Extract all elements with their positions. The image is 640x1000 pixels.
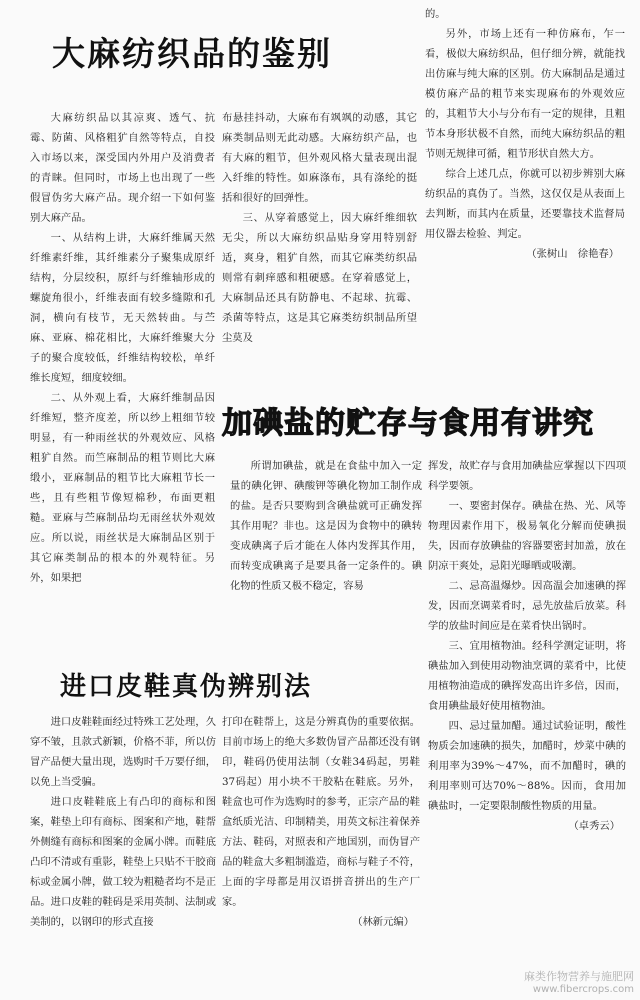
article3-column-2	[222, 712, 420, 980]
watermark-url: www.fibercrops.com	[532, 984, 634, 995]
article3-column-1	[30, 712, 216, 980]
paragraph: 挥发，故贮存与食用加碘盐应掌握以下四项科学要领。	[428, 460, 626, 492]
article1-column-3	[425, 4, 625, 344]
paragraph: 布悬挂抖动，大麻布有飒飒的动感，其它麻类制品则无此动感。大麻纺织产品，也有大麻的粗节，但外观风格大量表现出混入纤维的特性。如麻涤布，具有涤纶的挺括和很好的回弹性。	[222, 112, 417, 204]
article1-column-2	[222, 108, 417, 398]
site-watermark	[524, 970, 634, 996]
author-signature: （卓秀云）	[568, 820, 620, 832]
paragraph: 三、宜用植物油。经科学测定证明，将碘盐加入到使用动物油烹调的菜肴中，比使用植物油造成的碘挥发高出许多倍，因而，食用碘盐最好使用植物油。	[428, 640, 626, 712]
paragraph: 大麻纺织品以其凉爽、透气、抗霉、防菌、风格粗犷自然等特点，自投入市场以来，深受国内外用户及消费者的青睐。但同时，市场上也出现了一些假冒伪劣大麻产品。现介绍一下如何鉴别大麻产品。	[30, 112, 215, 224]
author-signature: （林新元编）	[352, 916, 414, 928]
article3-title: 进口皮鞋真伪辨别法	[60, 672, 313, 702]
article2-title: 加碘盐的贮存与食用有讲究	[222, 406, 594, 441]
paragraph: 三、从穿着感觉上，因大麻纤维细软无尖，所以大麻纺织品贴身穿用特别舒适，爽身，粗犷自然，而其它麻类纺织品则常有刺痒感和粗硬感。在穿着感觉上，大麻制品还具有防静电、不起球、抗霉、杀菌等特点，这是其它麻类纺织制品所望尘莫及	[222, 212, 417, 344]
paragraph: 二、从外观上看，大麻纤维制品因纤维短，整齐度差，所以纱上粗细节较明显，有一种雨丝状的外观效应、风格粗犷自然。而竺麻制品的粗节则比大麻缎小，亚麻制品的粗节比大麻粗节长一些，且有些粗节像短棉秒，布面更粗糙。亚麻与苎麻制品均无雨丝状外观效应。所以说，雨丝状是大麻制品区别于其它麻类制品的根本的外观特征。另外，如果把	[30, 392, 215, 584]
paragraph: 所谓加碘盐，就是在食盐中加入一定量的碘化钾、碘酸钾等碘化物加工制作成的盐。是否只要购到含碘盐就可正确发挥其作用呢？非也。这是因为食物中的碘转变成碘离子后才能在人体内发挥其作用，而转变成碘离子是要具备一定条件的。碘化物的性质又极不稳定，容易	[230, 460, 422, 592]
watermark-site-name: 麻类作物营养与施肥网	[524, 970, 634, 983]
paragraph: 打印在鞋帮上，这是分辨真伪的重要依据。目前市场上的绝大多数伪冒产品都还没有钢印，鞋码仍使用法制（女鞋34码起，男鞋37码起）用小块不干胶粘在鞋底。另外，鞋盒也可作为选购时的参考，正宗产品的鞋盒纸质光洁、印制精美，用英文标注着保养方法、鞋码，对照表和产地国别，而伪冒产品的鞋盒大多粗制滥造，商标与鞋子不符，上面的字母都是用汉语拼音拼出的生产厂家。	[222, 716, 420, 908]
article2-column-2	[428, 456, 626, 841]
article1-column-1	[30, 108, 215, 643]
paragraph: 进口皮鞋鞋底上有凸印的商标和图案，鞋垫上印有商标、图案和产地，鞋帮外侧缝有商标和图案的金属小牌。而鞋底凸印不清或有重影，鞋垫上只贴不干胶商标或金属小牌，做工较为粗糙者均不是正品。进口皮鞋的鞋码是采用英制、法制或美制的，以钢印的形式直接	[30, 796, 216, 928]
paragraph: 一、要密封保存。碘盐在热、光、风等物理因素作用下，极易氧化分解而使碘损失，因而存放碘盐的容器要密封加盖，放在阴凉干爽处，忌阳光曝晒或吸潮。	[428, 500, 626, 572]
paragraph: 的。	[425, 8, 446, 20]
paragraph: 二、忌高温爆炒。因高温会加速碘的挥发，因而烹调菜肴时，忌先放盐后放菜。科学的放盐时间应是在菜肴快出锅时。	[428, 580, 626, 632]
paragraph: 另外，市场上还有一种仿麻布，乍一看，极似大麻纺织品，但仔细分辨，就能找出仿麻与纯大麻的区别。仿大麻制品是通过模仿麻产品的粗节来实现麻布的外观效应的，其粗节大小与分布有一定的规律，且粗节本身形状极不自然，而纯大麻纺织品的粗节则无规律可循，粗节形状自然大方。	[425, 28, 625, 160]
author-signature: （张树山 徐艳春）	[526, 248, 619, 260]
paragraph: 综合上述几点，你就可以初步辨别大麻纺织品的真伪了。当然，这仅仅是从表面上去判断，而其内在质量，还要靠技术监督局用仪器去检验、判定。	[425, 168, 625, 240]
paragraph: 进口皮鞋鞋面经过特殊工艺处理，久穿不皱，且款式新颖，价格不菲，所以仿冒产品便大量出现，选购时千万要仔细，以免上当受骗。	[30, 716, 216, 788]
paragraph: 一、从结构上讲，大麻纤维属天然纤维素纤维，其纤维素分子聚集成原纤结构，分层绞积，原纤与纤维轴形成的螺旋角很小，纤维表面有较多缝隙和孔洞，横向有枝节，无天然转曲。与苎麻、亚麻、棉花相比，大麻纤维聚大分子的聚合度较低，纤维结构较松，单纤维长度短，细度较细。	[30, 232, 215, 384]
paragraph: 四、忌过量加醋。通过试验证明，酸性物质会加速碘的损失，加醋时，炒菜中碘的利用率为39%～47%，而不加醋时，碘的利用率则可达70%～88%。因而，食用加碘盐时，一定要限制酸性物质的用量。	[428, 720, 626, 812]
article1-title: 大麻纺织品的鉴别	[52, 34, 332, 73]
article2-column-1	[230, 456, 422, 646]
